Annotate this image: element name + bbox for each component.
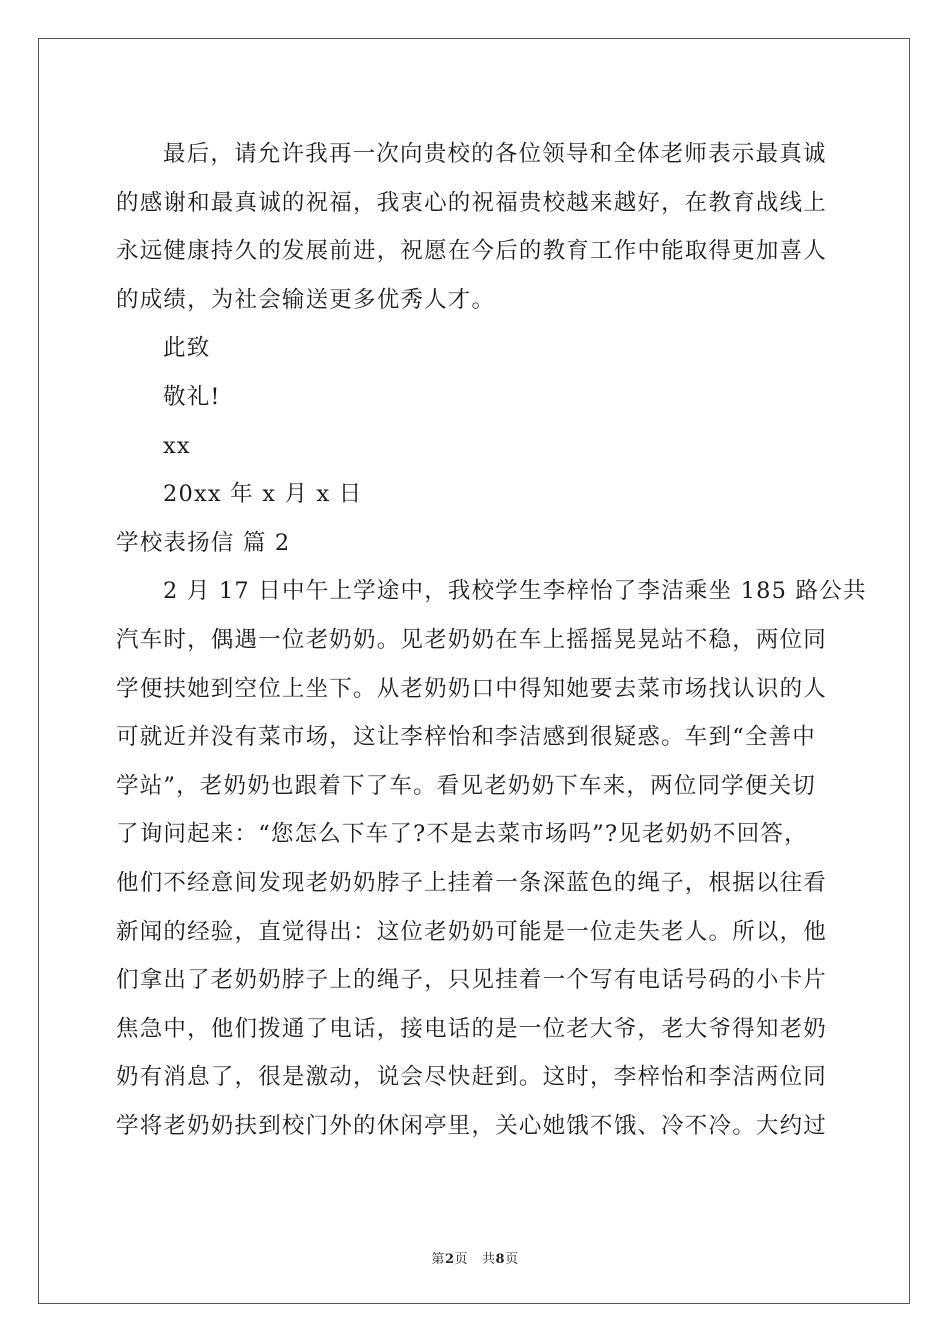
text-line: 学将老奶奶扶到校门外的休闲亭里，关心她饿不饿、冷不冷。大约过 <box>116 1112 828 1139</box>
footer-total-pages: 8 <box>495 1252 506 1267</box>
text-line: 汽车时，偶遇一位老奶奶。见老奶奶在车上摇摇晃晃站不稳，两位同 <box>116 626 828 653</box>
text-line: 2 月 17 日中午上学途中，我校学生李梓怡了李洁乘坐 185 路公共 <box>163 578 867 605</box>
footer-page-suffix: 页 <box>454 1252 468 1267</box>
text-line: 敬礼! <box>163 383 221 410</box>
text-line: 学校表扬信 篇 2 <box>116 529 291 556</box>
text-line: 新闻的经验，直觉得出：这位老奶奶可能是一位走失老人。所以，他 <box>116 918 828 945</box>
text-line: 焦急中，他们拨通了电话，接电话的是一位老大爷，老大爷得知老奶 <box>116 1015 828 1042</box>
footer-total-suffix: 页 <box>505 1252 519 1267</box>
text-line: 永远健康持久的发展前进，祝愿在今后的教育工作中能取得更加喜人 <box>116 238 828 265</box>
text-line: 他们不经意间发现老奶奶脖子上挂着一条深蓝色的绳子，根据以往看 <box>116 869 828 896</box>
text-line: 学站”，老奶奶也跟着下了车。看见老奶奶下车来，两位同学便关切 <box>116 772 817 799</box>
footer-total-prefix: 共 <box>482 1252 496 1267</box>
footer-page-number: 2 <box>444 1252 455 1267</box>
footer-page-prefix: 第 <box>431 1252 445 1267</box>
text-line: 的感谢和最真诚的祝福，我衷心的祝福贵校越来越好，在教育战线上 <box>116 189 828 216</box>
text-line: 可就近并没有菜市场，这让李梓怡和李洁感到很疑惑。车到“全善中 <box>116 724 817 751</box>
text-line: 20xx 年 x 月 x 日 <box>163 481 363 508</box>
text-line: 奶有消息了，很是激动，说会尽快赶到。这时，李梓怡和李洁两位同 <box>116 1064 828 1091</box>
text-line: 了询问起来：“您怎么下车了?不是去菜市场吗”?见老奶奶不回答， <box>116 821 808 848</box>
page-footer <box>0 1248 950 1267</box>
text-line: 最后，请允许我再一次向贵校的各位领导和全体老师表示最真诚 <box>163 141 827 167</box>
text-line: xx <box>163 432 191 459</box>
text-line: 学便扶她到空位上坐下。从老奶奶口中得知她要去菜市场找认识的人 <box>116 675 828 702</box>
document-body <box>116 130 867 1150</box>
text-line: 们拿出了老奶奶脖子上的绳子，只见挂着一个写有电话号码的小卡片 <box>116 967 828 994</box>
text-line: 此致 <box>163 335 211 362</box>
text-line: 的成绩，为社会输送更多优秀人才。 <box>116 286 496 313</box>
